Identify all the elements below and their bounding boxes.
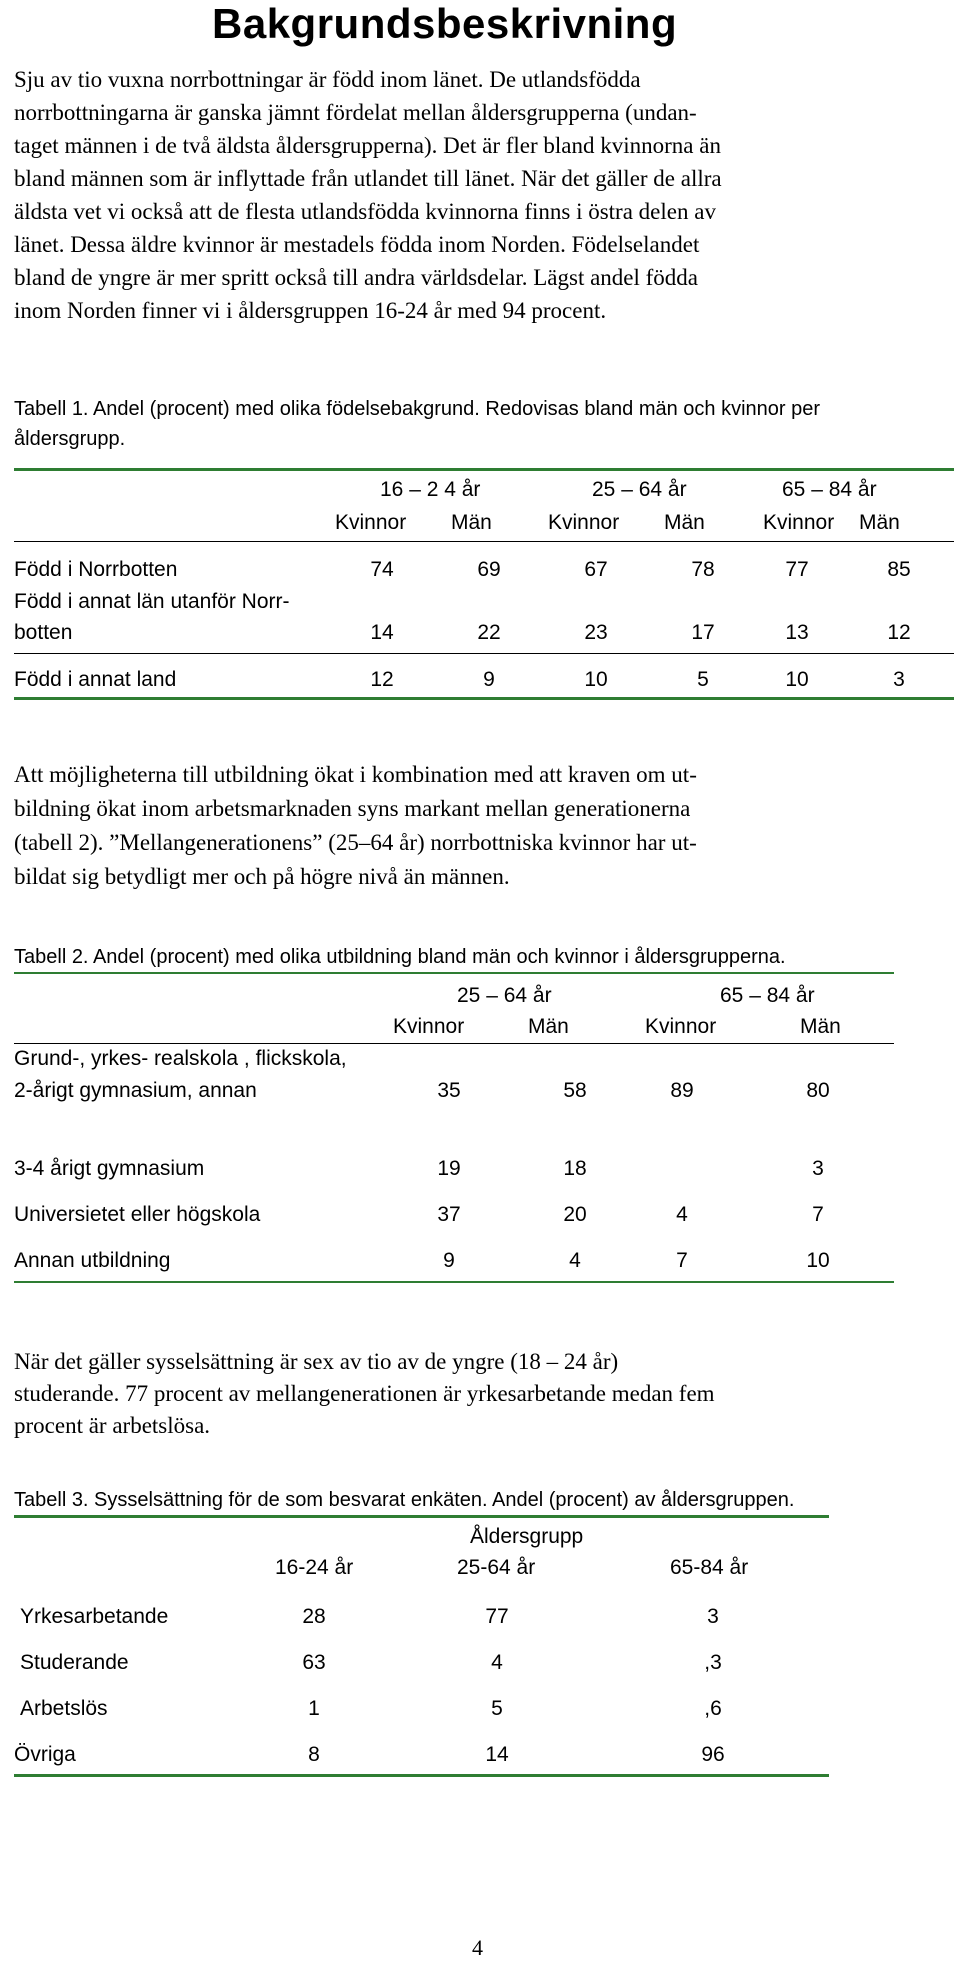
table-cell: 67 — [584, 558, 608, 581]
paragraph-line: (tabell 2). ”Mellangenerationens” (25–64 år) norrbottniska kvinnor har ut- — [14, 830, 697, 855]
table-2-bottom-rule — [14, 1281, 894, 1283]
table-1-bottom-rule — [14, 697, 954, 700]
table-1-row-rule — [14, 653, 954, 654]
table-1-subheader: Kvinnor — [335, 511, 407, 534]
table-cell: 7 — [676, 1249, 688, 1272]
table-cell: ,6 — [704, 1697, 722, 1720]
table-cell: 58 — [563, 1079, 587, 1102]
education-paragraph — [14, 758, 697, 894]
table-cell: 37 — [437, 1203, 461, 1226]
table-2-subheader: Kvinnor — [393, 1015, 465, 1038]
intro-line: inom Norden finner vi i åldersgruppen 16-24 år med 94 procent. — [14, 298, 607, 323]
table-cell: 10 — [584, 668, 608, 691]
table-row-label: botten — [14, 621, 73, 644]
table-1-subheader: Män — [664, 511, 705, 534]
table-2-group-header: 25 – 64 år — [457, 984, 552, 1007]
table-3-subheader: 65-84 år — [670, 1556, 749, 1579]
intro-line: länet. Dessa äldre kvinnor är mestadels födda inom Norden. Födelselandet — [14, 232, 700, 257]
table-cell: 4 — [676, 1203, 688, 1226]
table-cell: 10 — [806, 1249, 830, 1272]
table-1-top-rule — [14, 468, 954, 471]
table-row-label: Övriga — [14, 1743, 76, 1766]
table-2-caption: Tabell 2. Andel (procent) med olika utbildning bland män och kvinnor i åldersgrupperna. — [14, 946, 786, 968]
table-2-subheader: Män — [528, 1015, 569, 1038]
table-row-label: 3-4 årigt gymnasium — [14, 1157, 205, 1180]
table-cell: 5 — [491, 1697, 503, 1720]
table-cell: 12 — [887, 621, 911, 644]
table-3-top-rule — [14, 1515, 829, 1518]
table-row-label: 2-årigt gymnasium, annan — [14, 1079, 257, 1102]
table-cell: 85 — [887, 558, 911, 581]
table-row-label: Universietet eller högskola — [14, 1203, 261, 1226]
table-row-label: Grund-, yrkes- realskola , flickskola, — [14, 1047, 347, 1070]
table-row-label: Född i Norrbotten — [14, 558, 178, 581]
table-cell: 77 — [485, 1605, 509, 1628]
table-row-label: Annan utbildning — [14, 1249, 171, 1272]
table-cell: 89 — [670, 1079, 694, 1102]
table-1-subheader: Kvinnor — [763, 511, 835, 534]
paragraph-line: bildning ökat inom arbetsmarknaden syns markant mellan generationerna — [14, 796, 691, 821]
intro-line: bland de yngre är mer spritt också till andra världsdelar. Lägst andel födda — [14, 265, 699, 290]
table-cell: 17 — [691, 621, 715, 644]
table-row-label: Yrkesarbetande — [20, 1605, 169, 1628]
table-cell: 20 — [563, 1203, 587, 1226]
table-2-group-header: 65 – 84 år — [720, 984, 815, 1007]
table-3-bottom-rule — [14, 1774, 829, 1777]
table-3-subheader: 16-24 år — [275, 1556, 354, 1579]
table-2-top-rule — [14, 972, 894, 974]
table-cell: 22 — [477, 621, 501, 644]
table-row-label: Född i annat län utanför Norr- — [14, 590, 290, 613]
table-cell: 80 — [806, 1079, 830, 1102]
table-cell: 96 — [701, 1743, 725, 1766]
table-row-label: Studerande — [20, 1651, 129, 1674]
table-cell: 14 — [370, 621, 394, 644]
table-cell: 63 — [302, 1651, 326, 1674]
table-1-caption: Tabell 1. Andel (procent) med olika födelsebakgrund. Redovisas bland män och kvinnor per — [14, 398, 821, 420]
table-cell: 78 — [691, 558, 715, 581]
intro-line: äldsta vet vi också att de flesta utlandsfödda kvinnorna finns i östra delen av — [14, 199, 716, 224]
table-cell: 3 — [707, 1605, 719, 1628]
table-1-group-header: 25 – 64 år — [592, 478, 687, 501]
table-cell: 35 — [437, 1079, 461, 1102]
table-1-group-header: 65 – 84 år — [782, 478, 877, 501]
table-cell: 3 — [812, 1157, 824, 1180]
table-cell: 9 — [443, 1249, 455, 1272]
table-row-label: Född i annat land — [14, 668, 177, 691]
table-2-subheader: Kvinnor — [645, 1015, 717, 1038]
table-1-header-rule — [14, 541, 954, 542]
page-number: 4 — [472, 1935, 483, 1960]
table-cell: 1 — [308, 1697, 320, 1720]
table-cell: 4 — [491, 1651, 503, 1674]
employment-paragraph — [14, 1346, 715, 1442]
table-1-subheader: Kvinnor — [548, 511, 620, 534]
intro-paragraph — [14, 63, 722, 327]
paragraph-line: studerande. 77 procent av mellangenerationen är yrkesarbetande medan fem — [14, 1381, 715, 1406]
table-cell: 9 — [483, 668, 495, 691]
intro-line: taget männen i de två äldsta åldersgrupperna). Det är fler bland kvinnorna än — [14, 133, 721, 158]
table-cell: 12 — [370, 668, 394, 691]
table-cell: ,3 — [704, 1651, 722, 1674]
table-cell: 23 — [584, 621, 608, 644]
paragraph-line: bildat sig betydligt mer och på högre nivå än männen. — [14, 864, 510, 889]
table-2-header-rule — [14, 1043, 894, 1044]
table-1-caption: åldersgrupp. — [14, 428, 126, 450]
table-cell: 8 — [308, 1743, 320, 1766]
table-cell: 10 — [785, 668, 809, 691]
table-row-label: Arbetslös — [20, 1697, 108, 1720]
intro-line: Sju av tio vuxna norrbottningar är född inom länet. De utlandsfödda — [14, 67, 641, 92]
table-cell: 5 — [697, 668, 709, 691]
paragraph-line: Att möjligheterna till utbildning ökat i kombination med att kraven om ut- — [14, 762, 697, 787]
table-cell: 28 — [302, 1605, 326, 1628]
table-cell: 74 — [370, 558, 394, 581]
table-2-subheader: Män — [800, 1015, 841, 1038]
table-cell: 69 — [477, 558, 501, 581]
table-cell: 18 — [563, 1157, 587, 1180]
table-1-subheader: Män — [859, 511, 900, 534]
table-cell: 14 — [485, 1743, 509, 1766]
table-cell: 7 — [812, 1203, 824, 1226]
paragraph-line: När det gäller sysselsättning är sex av tio av de yngre (18 – 24 år) — [14, 1349, 619, 1374]
table-3-subheader: 25-64 år — [457, 1556, 536, 1579]
table-cell: 77 — [785, 558, 809, 581]
table-cell: 4 — [569, 1249, 581, 1272]
page-title: Bakgrundsbeskrivning — [212, 0, 678, 47]
table-cell: 19 — [437, 1157, 461, 1180]
intro-line: norrbottningarna är ganska jämnt fördelat mellan åldersgrupperna (undan- — [14, 100, 697, 125]
intro-line: bland männen som är inflyttade från utlandet till länet. När det gäller de allra — [14, 166, 722, 191]
table-1-subheader: Män — [451, 511, 492, 534]
table-cell: 13 — [785, 621, 809, 644]
table-3-caption: Tabell 3. Sysselsättning för de som besvarat enkäten. Andel (procent) av åldersgruppen. — [14, 1489, 795, 1511]
table-1-group-header: 16 – 2 4 år — [380, 478, 481, 501]
table-3-group-header: Åldersgrupp — [470, 1525, 584, 1548]
table-cell: 3 — [893, 668, 905, 691]
paragraph-line: procent är arbetslösa. — [14, 1413, 211, 1438]
